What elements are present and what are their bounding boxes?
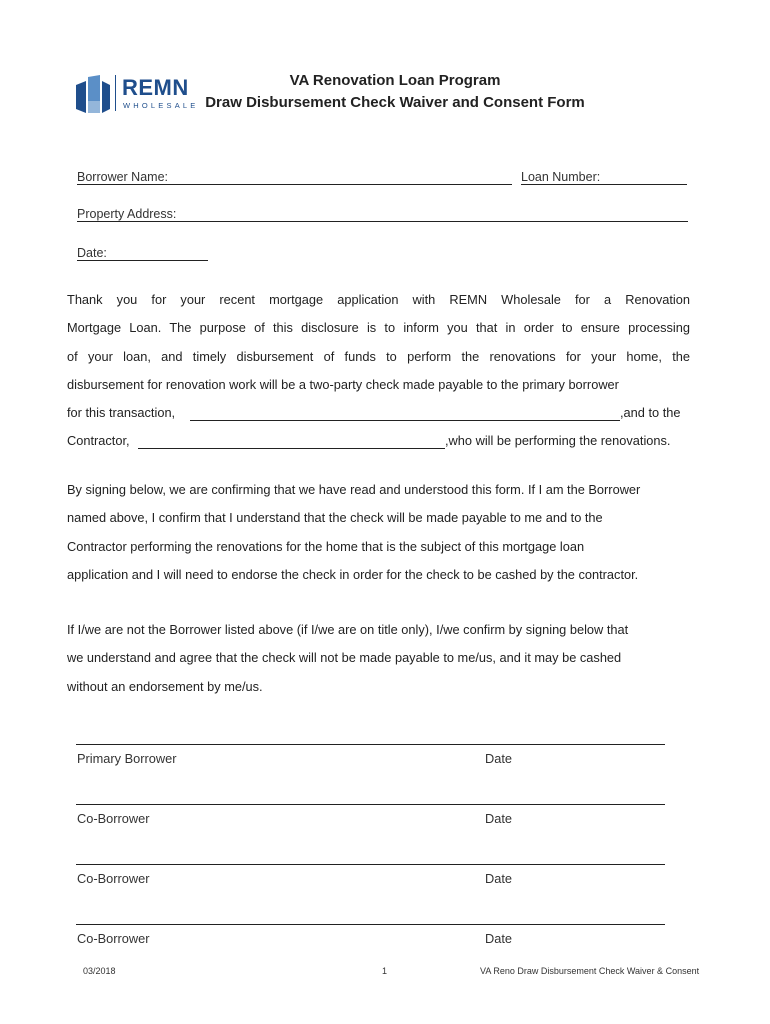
logo-mark-icon (74, 75, 116, 115)
loan-number-line[interactable] (521, 184, 687, 185)
property-address-line[interactable] (77, 221, 688, 222)
signature-role: Co-Borrower (77, 931, 150, 946)
paragraph-line: we understand and agree that the check will not be made payable to me/us, and it may be cashed (67, 650, 622, 665)
paragraph-line: application and I will need to endorse the check in order for the check to be cashed by the contractor. (67, 567, 639, 582)
paragraph-line: for this transaction, (67, 405, 176, 420)
paragraph-line: of your loan, and timely disbursement of funds to perform the renovations for your home, the (67, 349, 690, 364)
paragraph-line: If I/we are not the Borrower listed above (if I/we are on title only), I/we confirm by signing below that (67, 622, 629, 637)
date-line[interactable] (77, 260, 208, 261)
paragraph-line: Thank you for your recent mortgage application with REMN Wholesale for a Renovation (67, 292, 690, 307)
footer-date: 03/2018 (83, 966, 116, 976)
paragraph-line: without an endorsement by me/us. (67, 679, 263, 694)
logo-divider (115, 75, 116, 111)
signature-role: Co-Borrower (77, 871, 150, 886)
logo-wordmark: REMN (122, 75, 189, 100)
logo-subtitle: WHOLESALE (123, 101, 199, 110)
footer-document-name: VA Reno Draw Disbursement Check Waiver & Consent (480, 966, 700, 976)
signature-role: Co-Borrower (77, 811, 150, 826)
paragraph-line: Contractor, (67, 433, 130, 448)
borrower-payee-line[interactable] (190, 420, 620, 421)
signature-date-label: Date (485, 871, 513, 886)
loan-number-label: Loan Number: (521, 170, 601, 184)
signature-date-label: Date (485, 811, 513, 826)
form-subtitle: Draw Disbursement Check Waiver and Consent Form (205, 94, 585, 111)
paragraph-line: disbursement for renovation work will be a two-party check made payable to the primary borrower (67, 377, 619, 392)
signature-line-co-borrower[interactable] (76, 924, 665, 925)
signature-role: Primary Borrower (77, 751, 177, 766)
footer-page-number: 1 (382, 966, 388, 976)
paragraph-line: Contractor performing the renovations for the home that is the subject of this mortgage loan (67, 539, 585, 554)
paragraph-line: By signing below, we are confirming that we have read and understood this form. If I am the Borrower (67, 482, 641, 497)
property-address-label: Property Address: (77, 207, 177, 221)
date-label: Date: (77, 246, 107, 260)
signature-line-co-borrower[interactable] (76, 804, 665, 805)
borrower-name-line[interactable] (77, 184, 512, 185)
borrower-name-label: Borrower Name: (77, 170, 168, 184)
paragraph-line: ,who will be performing the renovations. (445, 433, 671, 448)
signature-line-primary[interactable] (76, 744, 665, 745)
paragraph-line: named above, I confirm that I understand that the check will be made payable to me and to the (67, 510, 603, 525)
signature-date-label: Date (485, 931, 513, 946)
paragraph-line: Mortgage Loan. The purpose of this disclosure is to inform you that in order to ensure processing (67, 320, 690, 335)
paragraph-line: ,and to the (620, 405, 681, 420)
signature-line-co-borrower[interactable] (76, 864, 665, 865)
signature-date-label: Date (485, 751, 513, 766)
form-title: VA Renovation Loan Program (289, 72, 501, 89)
contractor-name-line[interactable] (138, 448, 445, 449)
